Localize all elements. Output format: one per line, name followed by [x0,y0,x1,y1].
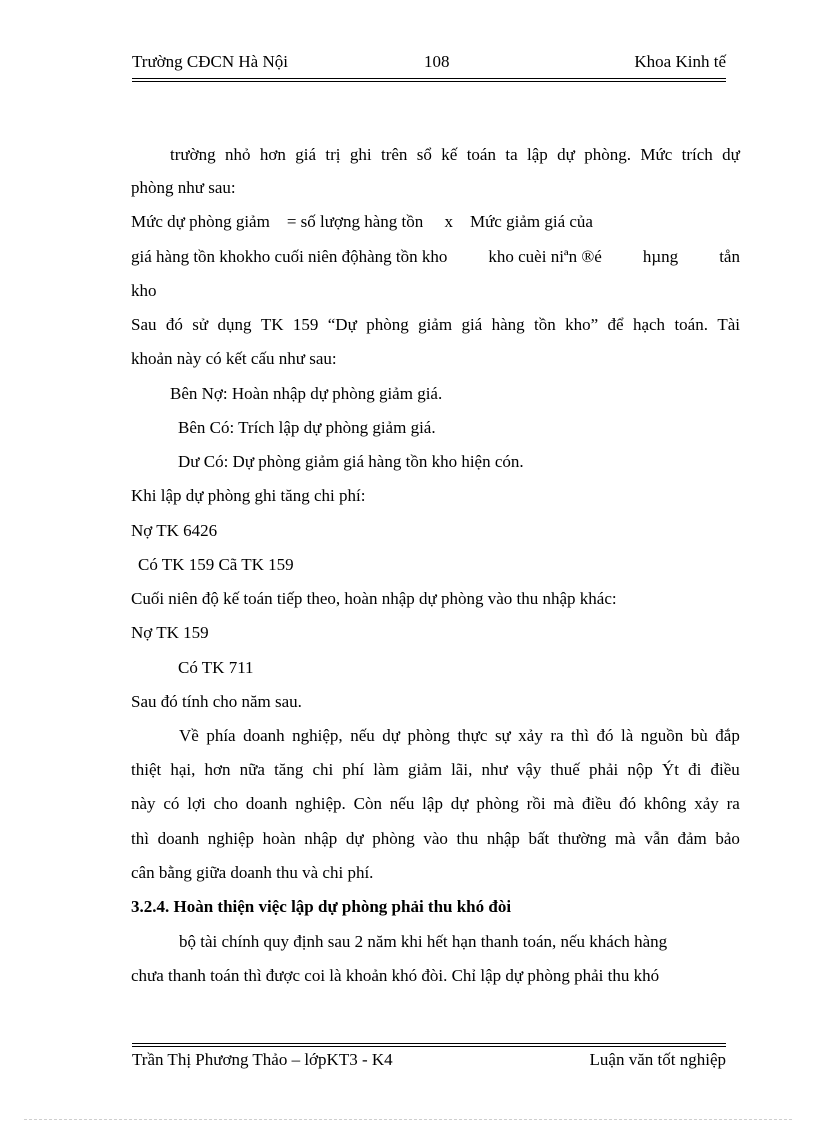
word: vậy [516,760,542,779]
word: toán. [674,315,708,334]
word: hơn [259,145,286,164]
word: lập [422,794,443,813]
word: nguồn [640,726,684,745]
debit-account-6426: Nợ TK 6426 [131,521,218,540]
word: dự [450,794,469,813]
word: ra [550,726,564,745]
word: nộp [627,760,653,779]
word: giá [295,145,316,164]
word: phía [206,726,236,745]
word: trích [681,145,713,164]
word: phòng [407,726,450,745]
word: chi [312,760,334,779]
word: ta [505,145,518,164]
word: giảm [418,315,453,334]
word: 159 [292,315,319,334]
reversal-intro-line: Cuối niên độ kế toán tiếp theo, hoàn nhập dự phòng vào thu nhập khác: [131,589,617,608]
word: dụng [217,315,252,334]
word: điều [581,794,612,813]
word: hơn [204,760,231,779]
footer-author: Trần Thị Phương Thảo – lớpKT3 - K4 [132,1050,393,1069]
word: có [163,794,180,813]
word: Ýt [662,760,679,779]
word: đó [165,315,183,334]
word: trường [170,145,216,164]
paragraph-line-21 [131,829,740,849]
word: xảy [518,726,543,745]
word: giá hàng tồn khokho cuối niên độhàng tồn kho [131,247,448,266]
next-year-line: Sau đó tính cho năm sau. [131,692,302,711]
footer-double-rule [132,1043,726,1047]
word: Mức [640,145,673,164]
word: đảm [677,829,707,848]
word: nhập [304,829,338,848]
word: kho cuèi niªn ®é [488,247,602,266]
word: Tài [717,315,740,334]
word: kế [441,145,458,164]
word: kho” [565,315,599,334]
word: không [643,794,687,813]
credit-balance-line: Dư Có: Dự phòng giảm giá hàng tồn kho hiện cón. [178,452,524,471]
word: bất [528,829,550,848]
word: phải [588,760,619,779]
word: sự [494,726,511,745]
word: trên [380,145,408,164]
word: vẫn [644,829,669,848]
paragraph-line-6 [131,315,740,335]
word: tån [719,247,740,266]
word: như [481,760,508,779]
word: xảy [694,794,719,813]
word: Sau [131,315,157,334]
word: nếu [389,794,415,813]
word: doanh [245,794,288,813]
credit-account-711: Có TK 711 [178,658,254,677]
header-double-rule [132,78,726,82]
word: “Dự [327,315,357,334]
word: đó [596,726,614,745]
word: nếu [350,726,375,745]
header-faculty: Khoa Kinh tế [634,52,726,71]
debit-account-159: Nợ TK 159 [131,623,209,642]
word: đắp [715,726,740,745]
word: thì [571,726,589,745]
provision-entry-intro: Khi lập dự phòng ghi tăng chi phí: [131,486,366,505]
word: thiệt [131,760,162,779]
word: thu [456,829,479,848]
word: phí [342,760,365,779]
word: sổ [416,145,432,164]
word: doanh [157,829,200,848]
word: nhập [486,829,520,848]
page-bottom-divider [24,1119,792,1120]
word: lập [527,145,548,164]
word: lãi, [451,760,473,779]
word: vào [423,829,448,848]
word: bù [690,726,708,745]
word: giảm [407,760,442,779]
paragraph-line-20 [131,794,740,814]
word: phòng [372,829,415,848]
word: sử [192,315,209,334]
formula-line: Mức dự phòng giảm = số lượng hàng tồn x Mức giảm giá của [131,212,593,231]
word: Còn [353,794,382,813]
section-heading: 3.2.4. Hoàn thiện việc lập dự phòng phải thu khó đòi [131,897,512,916]
word: nghiệp, [292,726,343,745]
page-footer [132,1050,726,1074]
credit-account-159: Có TK 159 Cã TK 159 [138,555,294,574]
paragraph-line-24: chưa thanh toán thì được coi là khoản khó đòi. Chỉ lập dự phòng phải thu khó [131,966,660,985]
word: đó [619,794,637,813]
word: hoàn [262,829,296,848]
paragraph-line-19 [131,760,740,780]
word: ghi [349,145,372,164]
word: nghiệp. [295,794,346,813]
formula-tail-line: kho [131,281,157,300]
word: rồi [526,794,546,813]
word: lợi [187,794,206,813]
paragraph-line-1 [170,145,740,165]
word: phòng [476,794,519,813]
word: để [607,315,624,334]
word: bảo [715,829,740,848]
word: thường [557,829,607,848]
word: giá [461,315,483,334]
word: hại, [170,760,196,779]
word: thực [457,726,488,745]
word: đi [688,760,702,779]
word: tồn [534,315,556,334]
word: điều [710,760,740,779]
word: mà [614,829,636,848]
header-school: Trường CĐCN Hà Nội [132,52,288,71]
word: hµng [642,247,679,266]
paragraph-line-23: bộ tài chính quy định sau 2 năm khi hết hạn thanh toán, nếu khách hàng [179,932,668,951]
word: TK [260,315,284,334]
word: cho [213,794,239,813]
word: nữa [239,760,265,779]
debit-side-line: Bên Nợ: Hoàn nhập dự phòng giảm giá. [170,384,443,403]
word: nghiệp [207,829,254,848]
word: này [131,794,156,813]
paragraph-line-2: phòng như sau: [131,178,236,197]
credit-side-line: Bên Có: Trích lập dự phòng giảm giá. [178,418,436,437]
word: hạch [632,315,666,334]
word: dự [557,145,575,164]
word: mà [553,794,575,813]
paragraph-line-18 [179,726,740,746]
word: phòng. [584,145,632,164]
header-page-number: 108 [424,52,450,71]
footer-document-type: Luận văn tốt nghiệp [589,1050,726,1069]
word: thì [131,829,149,848]
word: hàng [491,315,525,334]
word: ra [726,794,740,813]
page-header [132,52,726,78]
word: Về [179,726,199,745]
word: phòng [366,315,409,334]
paragraph-line-22: cân bằng giữa doanh thu và chi phí. [131,863,374,882]
word: dự [345,829,364,848]
word: làm [373,760,399,779]
word: tăng [274,760,304,779]
word: là [621,726,634,745]
word: dự [382,726,400,745]
formula-continuation-line [131,247,740,267]
paragraph-line-7: khoản này có kết cấu như sau: [131,349,337,368]
word: doanh [243,726,285,745]
word: toán [466,145,496,164]
word: trị [325,145,341,164]
word: nhỏ [224,145,251,164]
word: dự [722,145,740,164]
word: thuế [550,760,580,779]
